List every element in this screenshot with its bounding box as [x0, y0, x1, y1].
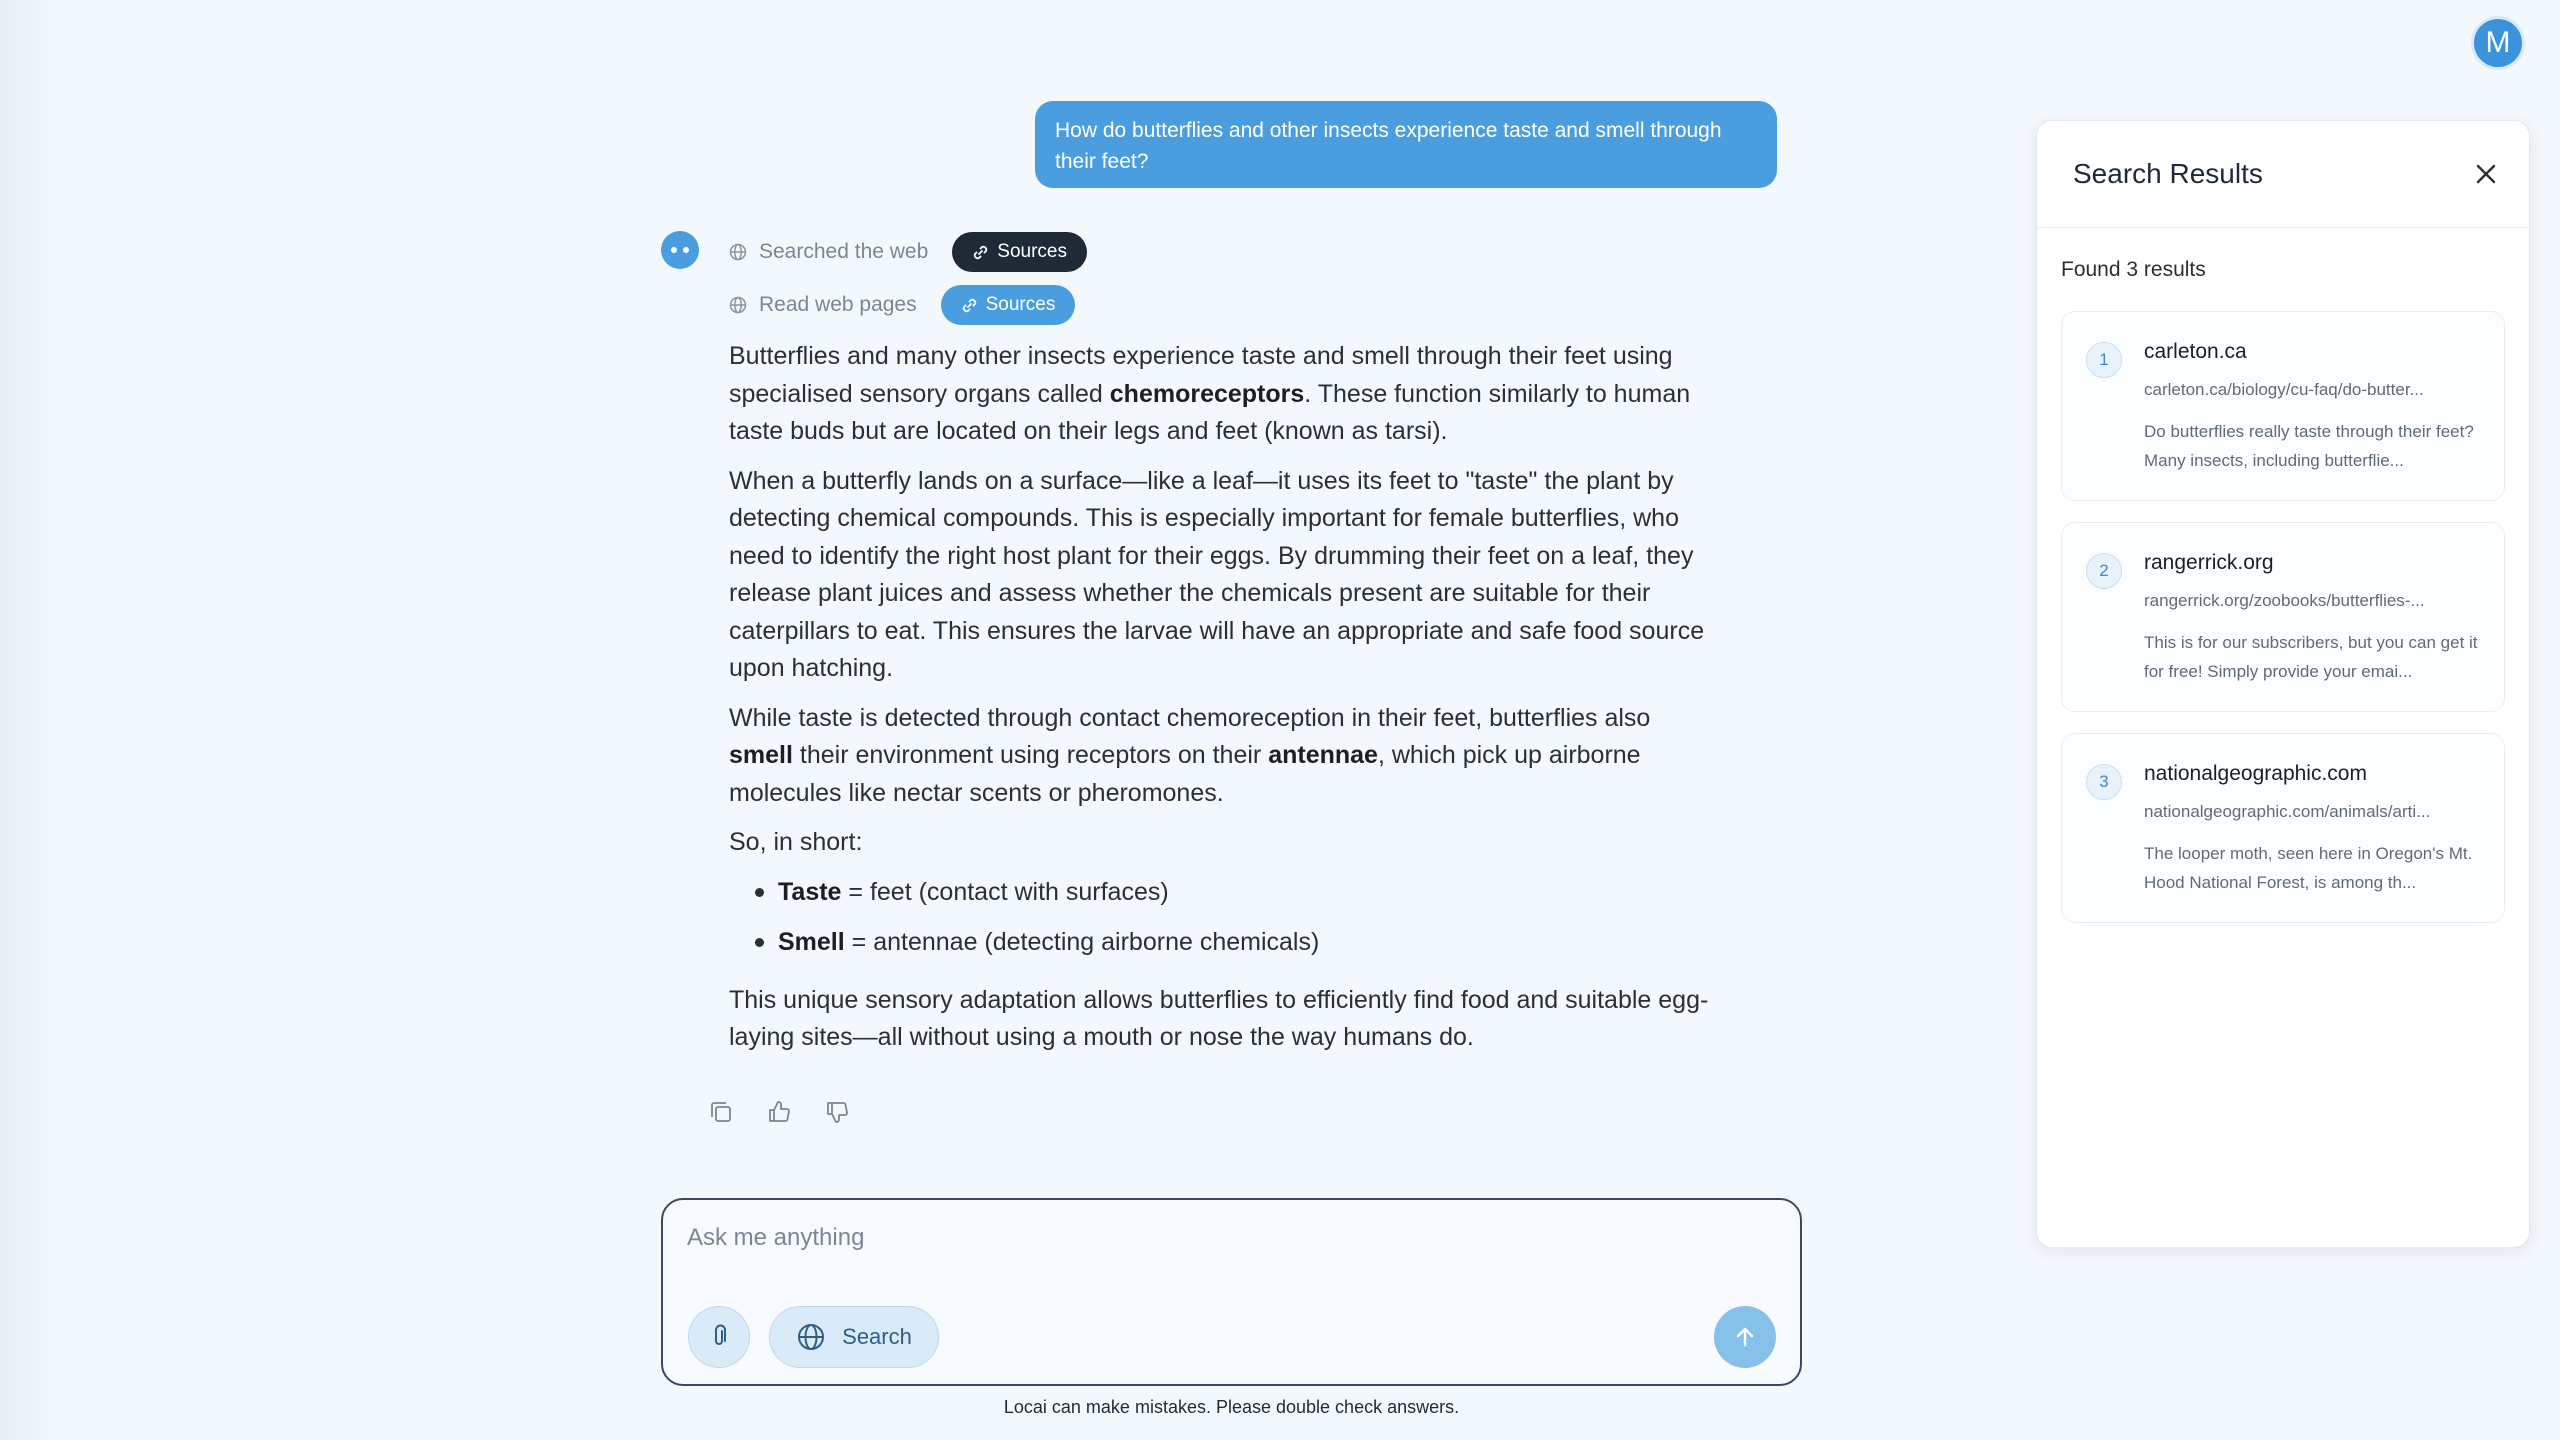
result-url: nationalgeographic.com/animals/arti... — [2144, 802, 2431, 821]
link-icon — [961, 297, 978, 314]
status-read-pages — [729, 285, 1075, 325]
copy-icon[interactable] — [707, 1098, 735, 1126]
result-snippet: The looper moth, seen here in Oregon's Mt. Hood National Forest, is among th... — [2144, 844, 2473, 892]
assistant-answer — [729, 338, 1719, 1069]
result-url: carleton.ca/biology/cu-faq/do-butter... — [2144, 380, 2424, 399]
send-button[interactable] — [1714, 1306, 1776, 1368]
thumbs-up-icon[interactable] — [765, 1098, 793, 1126]
thumbs-down-icon[interactable] — [823, 1098, 851, 1126]
panel-header — [2037, 121, 2529, 228]
globe-icon — [729, 296, 747, 314]
answer-paragraph: While taste is detected through contact chemoreception in their feet, butterflies also smell their environment using receptors on their antennae, which pick up airborne molecules like nectar scents or pheromones. — [729, 703, 1651, 807]
list-item: Taste = feet (contact with surfaces) — [755, 874, 1719, 912]
user-avatar[interactable] — [2471, 16, 2525, 70]
status-label: Read web pages — [759, 293, 917, 316]
user-message-bubble — [1035, 101, 1777, 188]
message-composer — [661, 1198, 1802, 1386]
answer-paragraph: This unique sensory adaptation allows butterflies to efficiently find food and suitable egg-laying sites—all without using a mouth or nose the way humans do. — [729, 985, 1709, 1051]
result-snippet: Do butterflies really taste through their feet? Many insects, including butterflie... — [2144, 422, 2474, 470]
globe-icon — [729, 243, 747, 261]
search-label: Search — [842, 1324, 912, 1349]
answer-paragraph: So, in short: — [729, 828, 863, 856]
sources-label: Sources — [997, 241, 1067, 262]
result-url: rangerrick.org/zoobooks/butterflies-... — [2144, 591, 2425, 610]
search-result-card[interactable] — [2061, 522, 2505, 712]
answer-paragraph: When a butterfly lands on a surface—like a leaf—it uses its feet to "taste" the plant by detecting chemical compounds. This is especially important for female butterflies, who need to identify the right host plant for their eggs. By drumming their feet on a leaf, they release plant juices and assess whether the chemicals present are suitable for their caterpillars to eat. This ensures the larvae will have an appropriate and safe food source upon hatching. — [729, 466, 1705, 682]
attach-button[interactable] — [688, 1306, 750, 1368]
left-edge-shade — [0, 0, 60, 1440]
disclaimer: Locai can make mistakes. Please double check answers. — [1003, 1397, 1460, 1417]
list-item: Smell = antennae (detecting airborne chemicals) — [755, 924, 1719, 962]
assistant-avatar — [661, 231, 699, 269]
answer-paragraph: Butterflies and many other insects experience taste and smell through their feet using specialised sensory organs called chemoreceptors. These function similarly to human taste buds but are located on their legs and feet (known as tarsi). — [729, 342, 1691, 445]
search-toggle-button[interactable] — [769, 1306, 939, 1368]
result-number: 3 — [2086, 764, 2122, 800]
sources-label: Sources — [985, 294, 1056, 315]
search-results-panel — [2036, 120, 2530, 1248]
close-icon[interactable] — [2473, 161, 2499, 187]
sources-button-1[interactable] — [952, 232, 1087, 272]
arrow-up-icon — [1732, 1324, 1758, 1350]
result-number: 2 — [2086, 553, 2122, 589]
result-domain: nationalgeographic.com — [2144, 762, 2367, 785]
result-number: 1 — [2086, 342, 2122, 378]
status-searched-web — [729, 232, 1087, 272]
result-snippet: This is for our subscribers, but you can get it for free! Simply provide your emai... — [2144, 633, 2478, 681]
result-domain: rangerrick.org — [2144, 551, 2274, 574]
chat-input[interactable] — [687, 1218, 1767, 1258]
search-result-card[interactable] — [2061, 311, 2505, 501]
search-result-card[interactable] — [2061, 733, 2505, 923]
panel-title: Search Results — [2073, 158, 2263, 189]
paperclip-icon — [706, 1324, 732, 1350]
message-actions — [707, 1098, 851, 1126]
sources-button-2[interactable] — [941, 285, 1076, 325]
status-label: Searched the web — [759, 240, 929, 263]
globe-icon — [796, 1322, 826, 1352]
avatar-initial: M — [2485, 26, 2511, 59]
user-question: How do butterflies and other insects experience taste and smell through their feet? — [1055, 119, 1722, 173]
result-domain: carleton.ca — [2144, 340, 2247, 363]
answer-bullet-list — [755, 874, 1719, 962]
link-icon — [972, 244, 989, 261]
results-count: Found 3 results — [2061, 258, 2206, 281]
